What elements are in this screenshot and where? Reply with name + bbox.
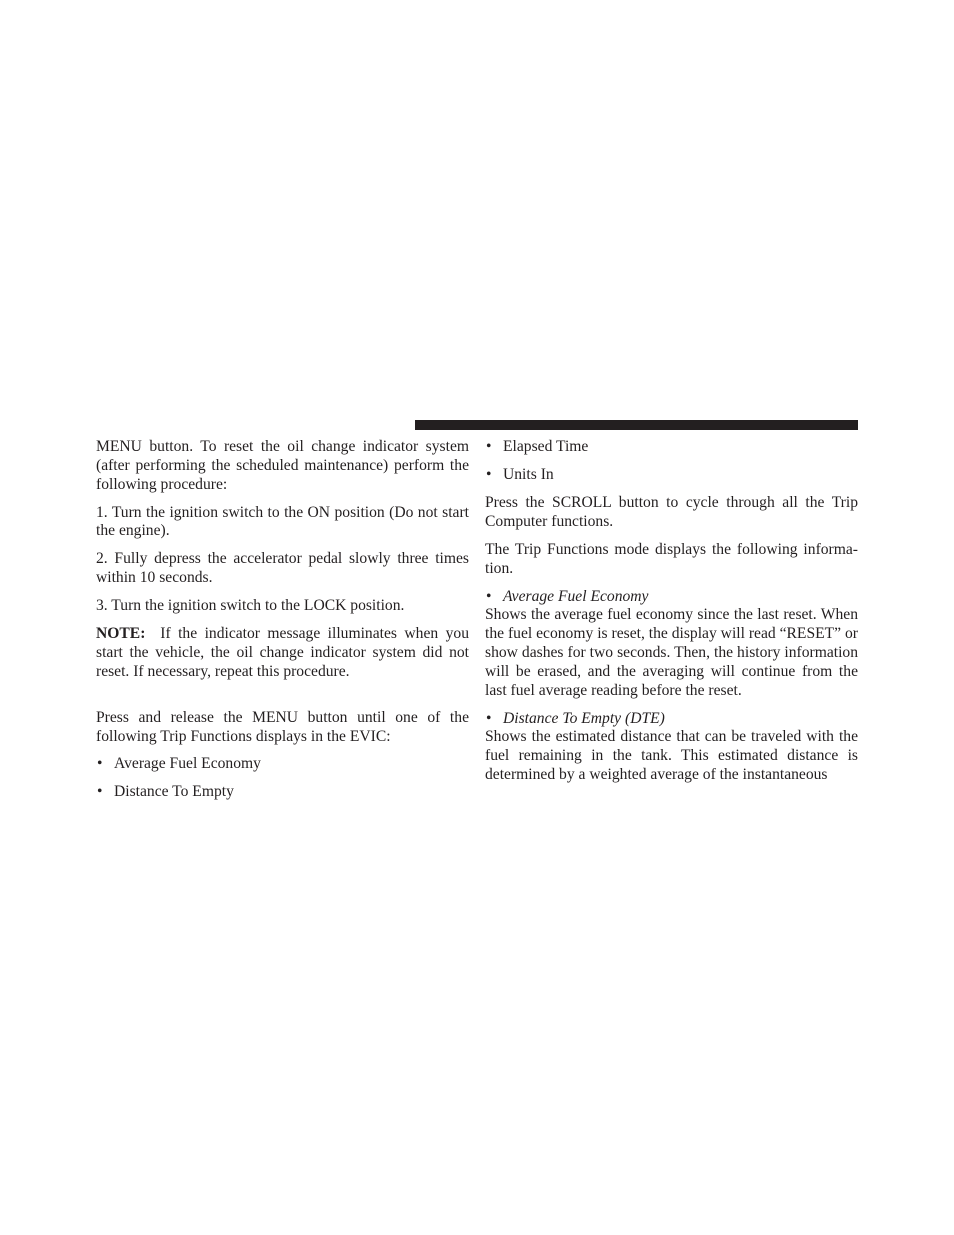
step-2: 2. Fully depress the accelerator pedal slowly three times within 10 seconds. — [96, 550, 469, 587]
bullet-icon: • — [486, 438, 492, 455]
note-label: NOTE: — [96, 625, 146, 643]
note-paragraph — [96, 625, 469, 681]
afe-heading — [485, 588, 858, 607]
dte-heading — [485, 710, 858, 729]
list-item-text: Distance To Empty — [114, 783, 234, 801]
afe-paragraph: Shows the average fuel economy since the last reset. When the fuel economy is reset, the display will read “RESET” or show dashes for two seconds. Then, the history information will be erased, and the averaging will continue from the last fuel average reading before the reset. — [485, 606, 858, 699]
list-item-text: Elapsed Time — [503, 438, 589, 455]
list-item — [485, 466, 858, 485]
list-item — [96, 783, 469, 802]
mode-paragraph: The Trip Functions mode displays the following informa-tion. — [485, 540, 858, 577]
note-text: If the indicator message illuminates when you start the vehicle, the oil change indicator system did not reset. If necessary, repeat this procedure. — [96, 625, 470, 680]
bullet-icon: • — [486, 587, 492, 605]
list-item-text: Units In — [503, 465, 554, 483]
scroll-paragraph: Press the SCROLL button to cycle through all the Trip Computer functions. — [485, 493, 858, 530]
step-1: 1. Turn the ignition switch to the ON position (Do not start the engine). — [96, 503, 469, 540]
bullet-icon: • — [97, 755, 103, 773]
bullet-icon: • — [97, 783, 103, 801]
step-3: 3. Turn the ignition switch to the LOCK position. — [96, 597, 405, 615]
intro-paragraph: MENU button. To reset the oil change indicator system (after performing the scheduled maintenance) perform the following procedure: — [96, 438, 469, 493]
trip-functions-intro: Press and release the MENU button until one of the following Trip Functions displays in the EVIC: — [96, 708, 469, 745]
section-gap — [96, 691, 469, 709]
afe-heading-text: Average Fuel Economy — [503, 587, 649, 605]
bullet-icon: • — [486, 465, 492, 483]
list-item-text: Average Fuel Economy — [114, 755, 261, 773]
list-item — [485, 438, 858, 457]
dte-heading-text: Distance To Empty (DTE) — [503, 709, 665, 727]
bullet-icon: • — [486, 709, 492, 727]
section-header-bar — [415, 420, 858, 430]
dte-paragraph: Shows the estimated distance that can be traveled with the fuel remaining in the tank. This estimated distance is determined by a weighted average of the instantaneous — [485, 728, 858, 783]
right-column — [485, 438, 858, 794]
left-column — [96, 438, 469, 811]
list-item — [96, 755, 469, 774]
